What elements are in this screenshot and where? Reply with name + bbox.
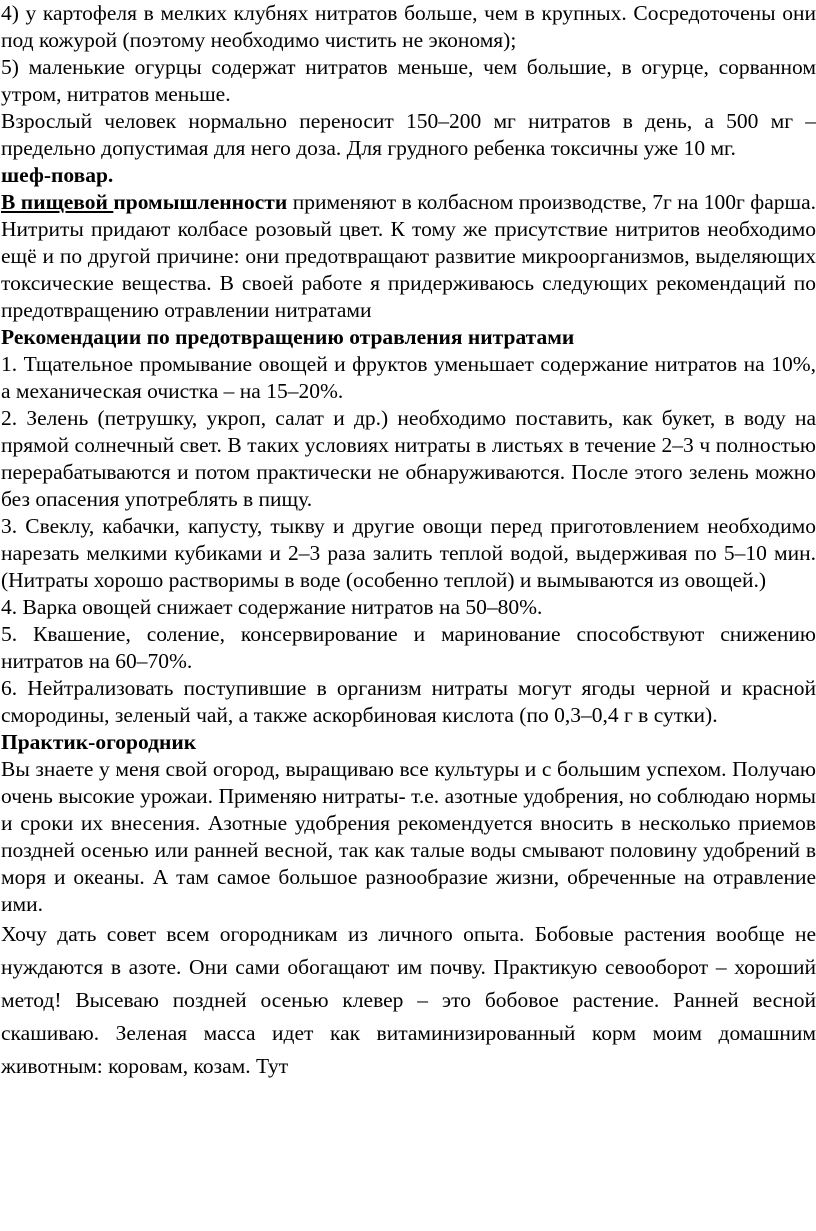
- recommendation-4: 4. Варка овощей снижает содержание нитратов на 50–80%.: [1, 595, 543, 619]
- recommendation-5: 5. Квашение, соление, консервирование и маринование способствуют снижению нитратов на 60–70%.: [1, 622, 816, 673]
- paragraph-garden: Вы знаете у меня свой огород, выращиваю все культуры и с большим успехом. Получаю очень высокие урожаи. Применяю нитраты- т.е. азотные удобрения, но соблюдаю нормы и сроки их внесения. Азотные удобрения рекомендуется вносить в несколько приемов поздней осенью или ранней весной, так как талые воды смывают половину удобрений в моря и океаны. А там самое большое разнообразие жизни, обреченные на отравление ими.: [1, 757, 816, 916]
- industry-text: применяют в колбасном производстве, 7г на 100г фарша. Нитриты придают колбасе розовый цвет. К тому же присутствие нитритов необходимо ещё и по другой причине: они предотвращают развитие микроорганизмов, выделяющих токсические вещества. В своей работе я придерживаюсь следующих рекомендаций по предотвращению отравлении нитратами: [1, 190, 816, 322]
- paragraph-food-industry: [1, 189, 816, 324]
- recommendation-3: 3. Свеклу, кабачки, капусту, тыкву и другие овощи перед приготовлением необходимо нарезать мелкими кубиками и 2–3 раза залить теплой водой, выдерживая по 5–10 мин. (Нитраты хорошо растворимы в воде (особенно теплой) и вымываются из овощей.): [1, 514, 816, 592]
- recommendation-6: 6. Нейтрализовать поступившие в организм нитраты могут ягоды черной и красной смородины, зеленый чай, а также аскорбиновая кислота (по 0,3–0,4 г в сутки).: [1, 676, 816, 727]
- paragraph-advice: Хочу дать совет всем огородникам из личного опыта. Бобовые растения вообще не нуждаются в азоте. Они сами обогащают им почву. Практикую севооборот – хороший метод! Высеваю поздней осенью клевер – это бобовое растение. Ранней весной скашиваю. Зеленая масса идет как витаминизированный корм моим домашним животным: коровам, козам. Тут: [1, 922, 816, 1078]
- industry-lead-bold: промышленности: [113, 190, 288, 214]
- heading-gardener: Практик-огородник: [1, 730, 197, 754]
- recommendation-1: 1. Тщательное промывание овощей и фруктов уменьшает содержание нитратов на 10%, а механическая очистка – на 15–20%.: [1, 352, 816, 403]
- paragraph-cucumber: 5) маленькие огурцы содержат нитратов меньше, чем большие, в огурце, сорванном утром, нитратов меньше.: [1, 55, 816, 106]
- paragraph-potato: 4) у картофеля в мелких клубнях нитратов больше, чем в крупных. Сосредоточены они под кожурой (поэтому необходимо чистить не экономя);: [1, 1, 816, 52]
- industry-lead-underlined: В пищевой: [1, 190, 114, 214]
- paragraph-adult-dose: Взрослый человек нормально переносит 150–200 мг нитратов в день, а 500 мг – предельно допустимая для него доза. Для грудного ребенка токсичны уже 10 мг.: [1, 109, 816, 160]
- heading-chef: шеф-повар.: [1, 163, 114, 187]
- heading-recommendations: Рекомендации по предотвращению отравления нитратами: [1, 325, 575, 349]
- recommendation-2: 2. Зелень (петрушку, укроп, салат и др.) необходимо поставить, как букет, в воду на прямой солнечный свет. В таких условиях нитраты в листьях в течение 2–3 ч полностью перерабатываются и потом практически не обнаруживаются. После этого зелень можно без опасения употреблять в пищу.: [1, 406, 816, 511]
